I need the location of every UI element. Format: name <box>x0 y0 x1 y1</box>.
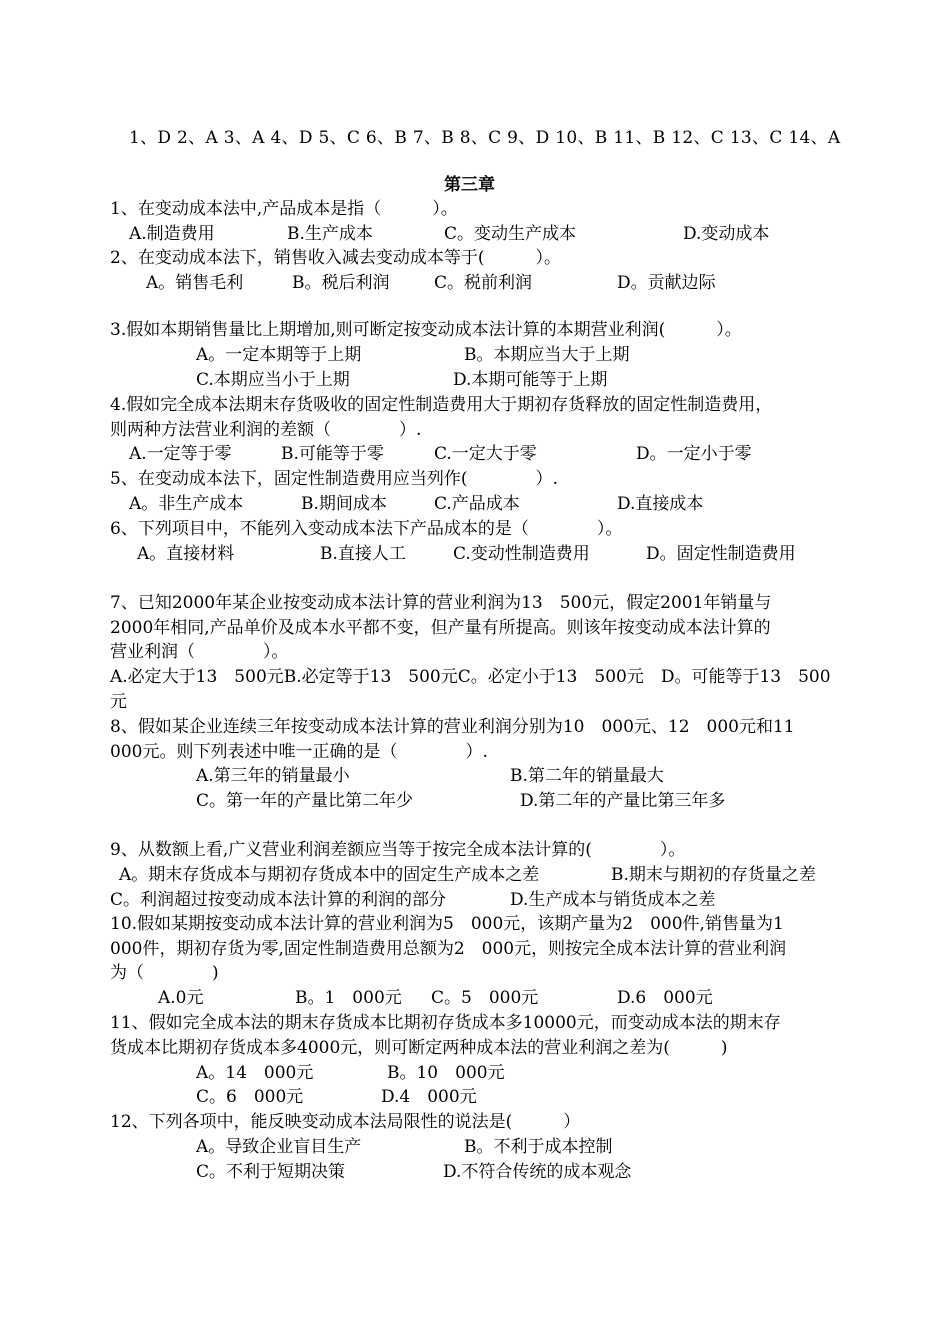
question-11-option-b: B。10 000元 <box>387 1063 505 1083</box>
question-6-option-d: D。固定性制造费用 <box>646 544 796 564</box>
question-11-text-line-2: 货成本比期初存货成本多4000元，则可断定两种成本法的营业利润之差为( ) <box>110 1038 728 1058</box>
question-5-option-a: A。非生产成本 <box>129 494 244 514</box>
answer-key: 1、D 2、A 3、A 4、D 5、C 6、B 7、B 8、C 9、D 10、B 11、B 12、C 13、C 14、A <box>129 128 841 148</box>
question-7-text-line-3: 营业利润（ ）。 <box>110 642 289 662</box>
question-10-option-b: B。1 000元 <box>295 988 402 1008</box>
question-6-text: 6、下列项目中，不能列入变动成本法下产品成本的是（ ）。 <box>110 519 623 539</box>
question-10-text-line-1: 10.假如某期按变动成本法计算的营业利润为5 000元，该期产量为2 000件,销售量为1 <box>110 914 784 934</box>
question-2-option-a: A。销售毛利 <box>146 273 244 293</box>
question-1-option-a: A.制造费用 <box>129 224 215 244</box>
question-4-text-line-2: 则两种方法营业利润的差额（ ）. <box>110 420 422 440</box>
question-4-option-d: D。一定小于零 <box>636 444 752 464</box>
question-2-option-b: B。税后利润 <box>292 273 390 293</box>
question-6-option-b: B.直接人工 <box>320 544 406 564</box>
question-9-option-d: D.生产成本与销货成本之差 <box>510 890 716 910</box>
question-5-option-b: B.期间成本 <box>301 494 387 514</box>
question-12-option-b: B。不利于成本控制 <box>464 1137 613 1157</box>
question-5-option-c: C.产品成本 <box>434 494 520 514</box>
question-10-option-c: C。5 000元 <box>431 988 539 1008</box>
question-7-text-line-1: 7、已知2000年某企业按变动成本法计算的营业利润为13 500元，假定2001年销量与 <box>110 593 772 613</box>
question-11-option-d: D.4 000元 <box>381 1087 477 1107</box>
question-3-option-c: C.本期应当小于上期 <box>196 370 350 390</box>
question-9-text: 9、从数额上看,广义营业利润差额应当等于按完全成本法计算的( ）。 <box>110 840 686 860</box>
question-12-option-c: C。不利于短期决策 <box>196 1162 346 1182</box>
question-10-text-line-2: 000件，期初存货为零,固定性制造费用总额为2 000元，则按完全成本法计算的营业利润 <box>110 939 787 959</box>
question-3-option-b: B。本期应当大于上期 <box>464 345 630 365</box>
question-10-option-d: D.6 000元 <box>617 988 713 1008</box>
question-9-option-c: C。利润超过按变动成本法计算的利润的部分 <box>110 890 447 910</box>
question-11-text-line-1: 11、假如完全成本法的期末存货成本比期初存货成本多10000元，而变动成本法的期末存 <box>110 1013 781 1033</box>
question-4-option-c: C.一定大于零 <box>434 444 537 464</box>
question-3-option-a: A。一定本期等于上期 <box>196 345 362 365</box>
question-10-text-line-3: 为（ ) <box>110 963 219 983</box>
question-8-option-b: B.第二年的销量最大 <box>510 766 664 786</box>
question-4-option-a: A.一定等于零 <box>129 444 232 464</box>
question-8-option-a: A.第三年的销量最小 <box>196 766 350 786</box>
question-8-text-line-2: 000元。则下列表述中唯一正确的是（ ）. <box>110 742 488 762</box>
question-8-option-c: C。第一年的产量比第二年少 <box>196 791 414 811</box>
question-1-option-c: C。变动生产成本 <box>444 224 577 244</box>
question-8-option-d: D.第二年的产量比第三年多 <box>520 791 726 811</box>
question-12-option-a: A。导致企业盲目生产 <box>196 1137 362 1157</box>
question-2-option-d: D。贡献边际 <box>617 273 716 293</box>
question-1-option-b: B.生产成本 <box>287 224 373 244</box>
question-7-options: A.必定大于13 500元B.必定等于13 500元C。必定小于13 500元 D。可能等于13 500 <box>110 667 831 687</box>
question-4-option-b: B.可能等于零 <box>281 444 384 464</box>
question-11-option-c: C。6 000元 <box>196 1087 304 1107</box>
question-7-text-line-2: 2000年相同,产品单价及成本水平都不变，但产量有所提高。则该年按变动成本法计算的 <box>110 618 771 638</box>
chapter-title: 第三章 <box>444 175 495 195</box>
question-4-text-line-1: 4.假如完全成本法期末存货吸收的固定性制造费用大于期初存货释放的固定性制造费用， <box>110 395 773 415</box>
question-9-option-b: B.期末与期初的存货量之差 <box>611 865 816 885</box>
question-8-text-line-1: 8、假如某企业连续三年按变动成本法计算的营业利润分别为10 000元、12 000元和11 <box>110 717 795 737</box>
question-10-option-a: A.0元 <box>158 988 204 1008</box>
question-1-option-d: D.变动成本 <box>683 224 770 244</box>
question-11-option-a: A。14 000元 <box>196 1063 314 1083</box>
question-12-text: 12、下列各项中，能反映变动成本法局限性的说法是( ） <box>110 1112 581 1132</box>
question-1-text: 1、在变动成本法中,产品成本是指（ ）。 <box>110 199 458 219</box>
question-12-option-d: D.不符合传统的成本观念 <box>443 1162 632 1182</box>
question-6-option-a: A。直接材料 <box>137 544 235 564</box>
question-5-option-d: D.直接成本 <box>617 494 704 514</box>
question-7-options-wrap: 元 <box>110 692 127 712</box>
question-6-option-c: C.变动性制造费用 <box>453 544 590 564</box>
question-2-text: 2、在变动成本法下，销售收入减去变动成本等于( ）。 <box>110 248 561 268</box>
question-3-text: 3.假如本期销售量比上期增加,则可断定按变动成本法计算的本期营业利润( ）。 <box>110 320 742 340</box>
question-3-option-d: D.本期可能等于上期 <box>453 370 608 390</box>
question-2-option-c: C。税前利润 <box>434 273 533 293</box>
question-5-text: 5、在变动成本法下，固定性制造费用应当列作( ）. <box>110 469 558 489</box>
question-9-option-a: A。期末存货成本与期初存货成本中的固定生产成本之差 <box>119 865 540 885</box>
